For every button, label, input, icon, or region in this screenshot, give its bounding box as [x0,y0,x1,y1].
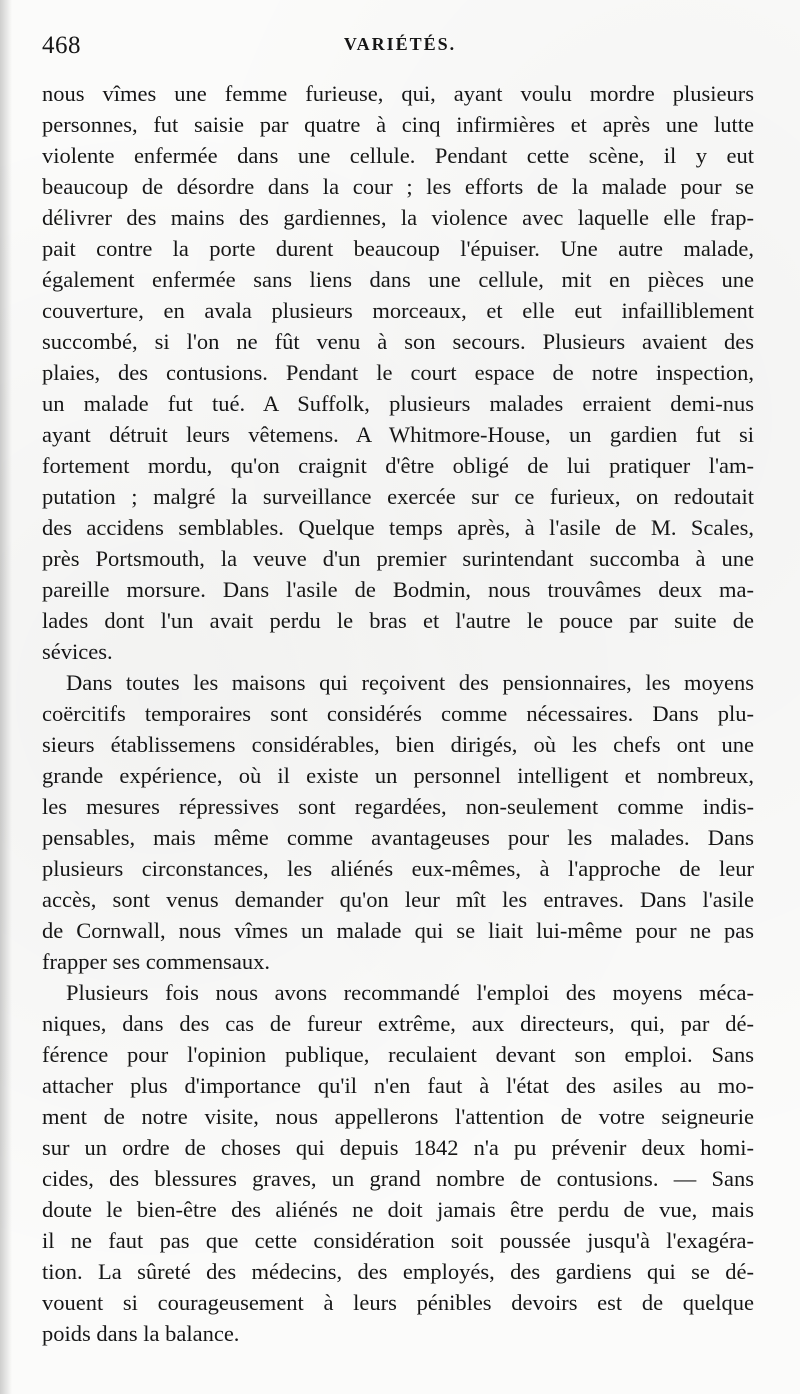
text-line: ment de notre visite, nous appellerons l'attention de votre seigneurie [42,1104,754,1129]
paragraph-2 [42,667,754,977]
text-line: il ne faut pas que cette considération soit poussée jusqu'à l'exagéra- [42,1228,754,1253]
text-line: grande expérience, où il existe un personnel intelligent et nombreux, [42,763,754,788]
text-line: des accidens semblables. Quelque temps après, à l'asile de M. Scales, [42,515,754,540]
text-line: beaucoup de désordre dans la cour ; les efforts de la malade pour se [42,174,754,199]
text-line: accès, sont venus demander qu'on leur mît les entraves. Dans l'asile [42,887,754,912]
text-line: niques, dans des cas de fureur extrême, aux directeurs, qui, par dé- [42,1011,754,1036]
paragraph-1 [42,78,754,667]
text-line: attacher plus d'importance qu'il n'en faut à l'état des asiles au mo- [42,1073,754,1098]
text-line: sieurs établissemens considérables, bien dirigés, où les chefs ont une [42,732,754,757]
page-gutter-shadow [0,0,12,1394]
text-line: un malade fut tué. A Suffolk, plusieurs malades erraient demi-nus [42,391,754,416]
text-line: violente enfermée dans une cellule. Pendant cette scène, il y eut [42,143,754,168]
page-number: 468 [42,32,81,59]
body-text [42,78,754,1349]
text-line: plaies, des contusions. Pendant le court espace de notre inspection, [42,360,754,385]
text-line: les mesures répressives sont regardées, non-seulement comme indis- [42,794,754,819]
text-line: également enfermée sans liens dans une cellule, mit en pièces une [42,267,754,292]
text-line: doute le bien-être des aliénés ne doit jamais être perdu de vue, mais [42,1197,754,1222]
text-line: ayant détruit leurs vêtemens. A Whitmore-House, un gardien fut si [42,422,754,447]
text-line: frapper ses commensaux. [42,949,271,974]
text-line: de Cornwall, nous vîmes un malade qui se liait lui-même pour ne pas [42,918,754,943]
text-line: nous vîmes une femme furieuse, qui, ayant voulu mordre plusieurs [42,81,754,106]
text-line: coërcitifs temporaires sont considérés comme nécessaires. Dans plu- [42,701,754,726]
text-line: Dans toutes les maisons qui reçoivent des pensionnaires, les moyens [66,670,754,695]
text-line: cides, des blessures graves, un grand nombre de contusions. — Sans [42,1166,754,1191]
text-line: près Portsmouth, la veuve d'un premier surintendant succomba à une [42,546,754,571]
text-line: Plusieurs fois nous avons recommandé l'emploi des moyens méca- [66,980,754,1005]
text-line: pensables, mais même comme avantageuses pour les malades. Dans [42,825,754,850]
text-line: personnes, fut saisie par quatre à cinq infirmières et après une lutte [42,112,754,137]
running-title: VARIÉTÉS. [343,34,457,54]
text-line: plusieurs circonstances, les aliénés eux-mêmes, à l'approche de leur [42,856,754,881]
text-line: succombé, si l'on ne fût venu à son secours. Plusieurs avaient des [42,329,754,354]
text-line: sur un ordre de choses qui depuis 1842 n'a pu prévenir deux homi- [42,1135,754,1160]
text-line: couverture, en avala plusieurs morceaux, et elle eut infailliblement [42,298,754,323]
text-line: pareille morsure. Dans l'asile de Bodmin, nous trouvâmes deux ma- [42,577,754,602]
text-line: fortement mordu, qu'on craignit d'être obligé de lui pratiquer l'am- [42,453,754,478]
text-line: vouent si courageusement à leurs pénibles devoirs est de quelque [42,1290,754,1315]
text-line: poids dans la balance. [42,1321,240,1346]
text-line: tion. La sûreté des médecins, des employés, des gardiens qui se dé- [42,1259,754,1284]
text-line: lades dont l'un avait perdu le bras et l'autre le pouce par suite de [42,608,754,633]
text-line: pait contre la porte durent beaucoup l'épuiser. Une autre malade, [42,236,754,261]
text-line: sévices. [42,639,113,664]
text-line: férence pour l'opinion publique, reculaient devant son emploi. Sans [42,1042,754,1067]
text-line: délivrer des mains des gardiennes, la violence avec laquelle elle frap- [42,205,754,230]
paragraph-3 [42,977,754,1349]
text-line: putation ; malgré la surveillance exercée sur ce furieux, on redoutait [42,484,754,509]
